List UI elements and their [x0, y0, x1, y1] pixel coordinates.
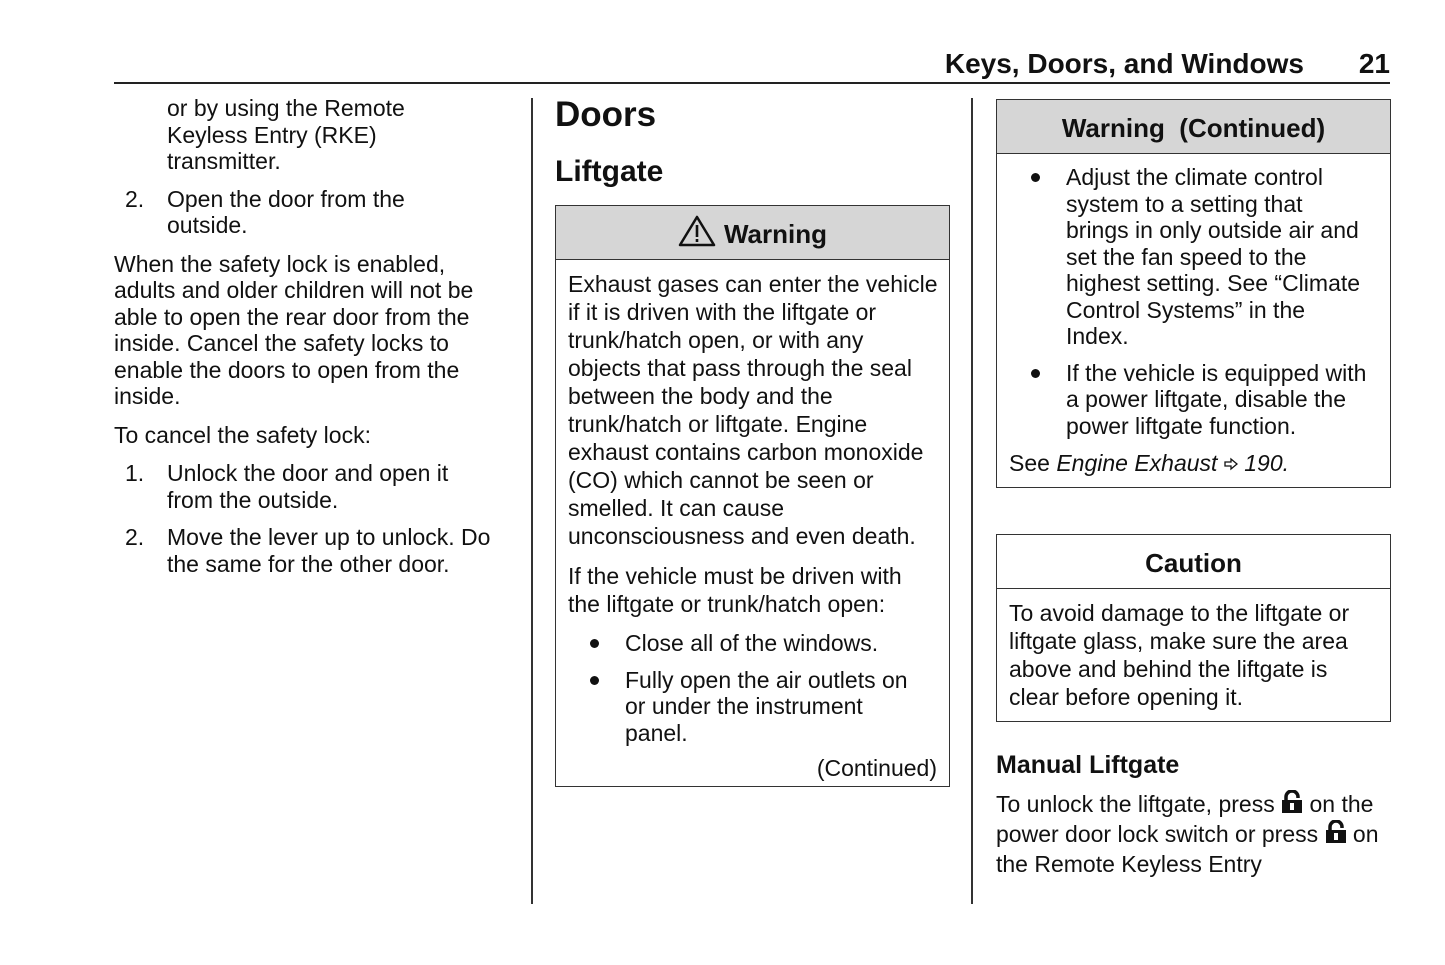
warning-header [556, 206, 949, 260]
warning-paragraph: Exhaust gases can enter the vehicle if it is driven with the liftgate or trunk/hatch open, or with any objects that pass through the seal between the body and the trunk/hatch or liftgate. Engine exhaust contains carbon monoxide (CO) which cannot be seen or smelled. It can cause unconsciousness and even death. [568, 271, 938, 549]
list-item [114, 460, 487, 513]
caution-body: To avoid damage to the liftgate or liftgate glass, make sure the area above and behind the liftgate is clear before opening it. [1009, 600, 1350, 710]
middle-column [555, 95, 950, 787]
subsection-heading: Liftgate [555, 155, 664, 188]
right-column [996, 99, 1391, 890]
see-reference [1009, 449, 1378, 477]
column-divider [531, 98, 533, 904]
section-heading: Doors [555, 95, 657, 134]
see-prefix: See [1009, 450, 1057, 476]
warning-body [556, 260, 949, 786]
caution-box [996, 534, 1391, 722]
continued-step-text: or by using the Remote Keyless Entry (RKE) transmitter. [167, 95, 405, 174]
paragraph: To cancel the safety lock: [114, 421, 371, 448]
unlock-padlock-icon [1325, 820, 1347, 850]
step-text: Unlock the door and open it from the outside. [167, 460, 449, 513]
list-item [114, 524, 519, 577]
warning-continued-body [997, 154, 1390, 487]
caution-header: Caution [997, 535, 1390, 589]
column-divider [971, 98, 973, 904]
warning-bullets [1009, 164, 1378, 439]
page-header [114, 44, 1390, 84]
bullet-item: Adjust the climate control system to a setting that brings in only outside air and set the fan speed to the highest setting. See “Climate Control Systems” in the Index. [1009, 164, 1366, 350]
section-title: Keys, Doors, and Windows [944, 48, 1304, 79]
warning-bullets [568, 630, 937, 746]
paragraph: When the safety lock is enabled, adults and older children will not be able to open the rear door from the inside. Cancel the safety locks to enable the doors to open from the inside. [114, 250, 474, 409]
step-number: 2. [125, 524, 145, 550]
warning-box [555, 205, 950, 787]
left-column [114, 95, 519, 589]
list-item [114, 186, 427, 239]
instruction-text: on the Remote Keyless Entry [996, 821, 1379, 877]
step-text: Move the lever up to unlock. Do the same for the other door. [167, 524, 491, 577]
warning-title: Warning [723, 219, 828, 249]
warning-continued-header: Warning (Continued) [997, 100, 1390, 154]
unlock-padlock-icon [1281, 790, 1303, 820]
continued-label: (Continued) [816, 755, 937, 781]
warning-paragraph: If the vehicle must be driven with the liftgate or trunk/hatch open: [568, 563, 902, 617]
bullet-item: Fully open the air outlets on or under the instrument panel. [568, 667, 925, 747]
page-reference-number[interactable]: 190. [1237, 450, 1289, 476]
instruction-text: To unlock the liftgate, press [996, 791, 1282, 817]
steps-list [114, 186, 519, 239]
step-number: 1. [125, 460, 145, 486]
steps-list [114, 460, 519, 577]
bullet-item: If the vehicle is equipped with a power liftgate, disable the power liftgate function. [1009, 360, 1378, 440]
manual-liftgate-heading: Manual Liftgate [996, 751, 1180, 779]
step-text: Open the door from the outside. [167, 185, 405, 238]
engine-exhaust-link[interactable]: Engine Exhaust [1056, 450, 1218, 476]
instruction-text: on the power door lock switch or press [996, 791, 1374, 847]
step-number: 2. [125, 185, 145, 212]
bullet-item: Close all of the windows. [568, 630, 937, 657]
manual-liftgate-text [996, 790, 1391, 878]
warning-triangle-icon [678, 210, 716, 267]
page-number: 21 [1358, 48, 1390, 79]
page-reference-arrow-icon [1224, 450, 1238, 476]
warning-continued-box [996, 99, 1391, 488]
